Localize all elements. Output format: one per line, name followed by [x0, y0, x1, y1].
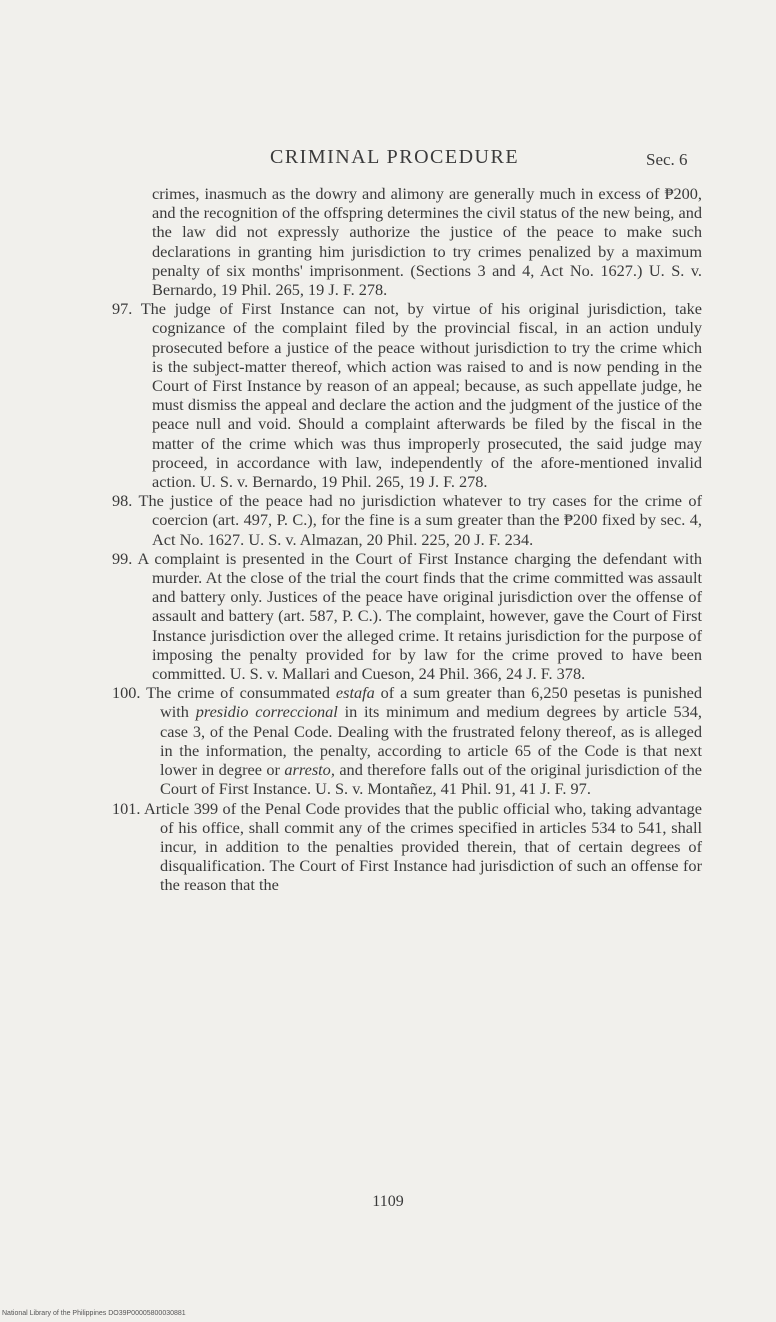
continued-paragraph: crimes, inasmuch as the dowry and alimony are generally much in excess of ₱200, and the recognition of the offspring determines the civil status of the new being, and the law did not expressly authorize the justice of the peace to make such declarations in granting him jurisdiction to try crimes penalized by a maximum penalty of six months' imprisonment. (Sections 3 and 4, Act No. 1627.) U. S. v. Bernardo, 19 Phil. 265, 19 J. F. 278. [152, 184, 702, 300]
entry-99 [80, 549, 702, 683]
entry-text: of a sum greater than 6,250 pesetas is punished with [160, 683, 703, 722]
entry-text: The justice of the peace had no jurisdiction whatever to try cases for the crime of coercion (art. 497, P. C.), for the fine is a sum greater than the ₱200 fixed by sec. 4, Act No. 1627. U. S. v. Almazan, 20 Phil. 225, 20 J. F. 234. [138, 491, 702, 549]
section-label: Sec. 6 [646, 150, 688, 169]
scan-credit: National Library of the Philippines DO39P00005800030881 [2, 1310, 186, 1317]
entry-text: The judge of First Instance can not, by virtue of his original jurisdiction, take cognizance of the complaint filed by the provincial fiscal, in an action unduly prosecuted before a justice of the peace without jurisdiction to try the crime which is the subject-matter thereof, which action was raised to and is now pending in the Court of First Instance by reason of an appeal; because, as such appellate judge, he must dismiss the appeal and declare the action and the judgment of the justice of the peace null and void. Should a complaint afterwards be filed by the fiscal in the matter of the crime which was thus improperly prosecuted, the said judge may proceed, in accordance with law, independently of the afore-mentioned invalid action. U. S. v. Bernardo, 19 Phil. 265, 19 J. F. 278. [140, 299, 703, 492]
entry-98 [80, 491, 702, 549]
entry-number: 98. [112, 491, 133, 511]
entry-text: A complaint is presented in the Court of First Instance charging the defendant with murder. At the close of the trial the court finds that the crime committed was assault and battery only. Justices of the peace have original jurisdiction over the offense of assault and battery (art. 587, P. C.). The complaint, however, gave the Court of First Instance jurisdiction over the alleged crime. It retains jurisdiction for the purpose of imposing the penalty provided for by law for the crime proved to have been committed. U. S. v. Mallari and Cueson, 24 Phil. 366, 24 J. F. 378. [137, 548, 702, 684]
entry-italic-term: estafa [335, 683, 375, 703]
entry-text: Article 399 of the Penal Code provides that the public official who, taking advantage of his office, shall commit any of the crimes specified in articles 534 to 541, shall incur, in addition to the penalties provided therein, that of certain degrees of disqualification. The Court of First Instance had jurisdiction of such an offense for the reason that the [144, 798, 703, 895]
entry-text: The crime of consummated [146, 683, 336, 703]
body-text [80, 184, 702, 895]
entry-italic-term: arresto, [284, 760, 335, 780]
entry-number: 99. [112, 548, 133, 568]
entry-101 [80, 799, 702, 895]
entry-italic-term: presidio correccional [195, 702, 338, 722]
entry-97 [80, 299, 702, 491]
running-header [0, 146, 776, 172]
entry-number: 97. [112, 299, 133, 319]
page-number: 1109 [372, 1193, 404, 1210]
entry-text: and therefore falls out of the original jurisdiction of the Court of First Instance. U. S. v. Montañez, 41 Phil. 91, 41 J. F. 97. [160, 760, 702, 799]
entry-number: 100. [112, 683, 141, 703]
entry-number: 101. [112, 798, 141, 818]
running-title: CRIMINAL PROCEDURE [270, 146, 520, 168]
entry-text: in its minimum and medium degrees by article 534, case 3, of the Penal Code. Dealing with the frustrated felony thereof, as is alleged in the information, the penalty, according to article 65 of the Code is that next lower in degree or [160, 702, 702, 780]
entry-100 [80, 683, 702, 798]
